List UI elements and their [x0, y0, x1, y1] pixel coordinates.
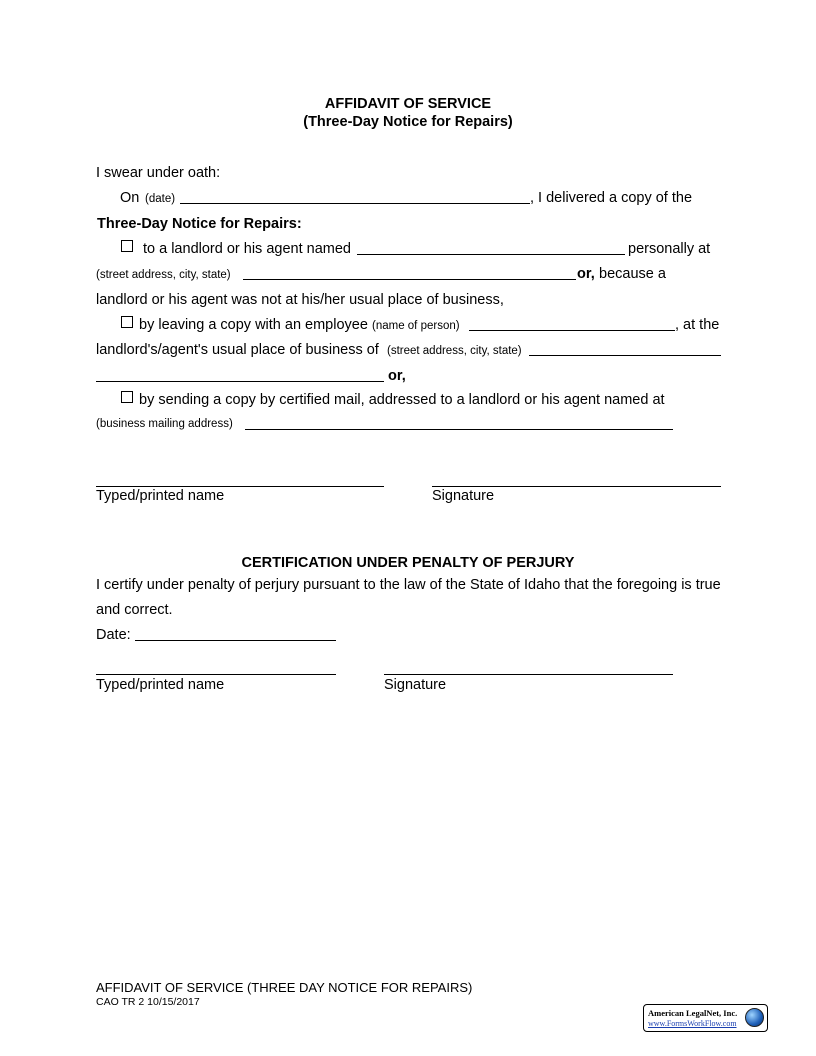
business-address-field-2[interactable] [96, 381, 384, 382]
mailing-address-field[interactable] [245, 429, 673, 430]
option-certified-mail-text: by sending a copy by certified mail, addressed to a landlord or his agent named at [139, 392, 665, 408]
mailing-address-hint: (business mailing address) [96, 418, 233, 430]
street-address-hint-2: (street address, city, state) [387, 345, 522, 357]
logo-company-name: American LegalNet, Inc. [648, 1008, 738, 1018]
document-title: AFFIDAVIT OF SERVICE [324, 96, 492, 112]
signature-label-2: Signature [384, 677, 447, 693]
business-address-field[interactable] [529, 355, 721, 356]
person-name-hint: (name of person) [372, 320, 460, 332]
notice-label: Three-Day Notice for Repairs: [97, 216, 302, 232]
personally-at-text: personally at [628, 241, 711, 257]
landlord-name-field[interactable] [357, 254, 625, 255]
certification-line-2: and correct. [96, 602, 173, 618]
printed-name-label-2: Typed/printed name [96, 677, 225, 693]
printed-name-label-1: Typed/printed name [96, 488, 225, 504]
option-certified-mail-checkbox[interactable] [121, 391, 133, 403]
street-address-field[interactable] [243, 279, 576, 280]
date-hint: (date) [145, 193, 176, 205]
certification-heading: CERTIFICATION UNDER PENALTY OF PERJURY [241, 555, 575, 571]
date-label: Date: [96, 627, 131, 643]
usual-place-text: landlord's/agent's usual place of business of [96, 342, 379, 358]
street-address-hint: (street address, city, state) [96, 269, 231, 281]
at-the-text: , at the [675, 317, 720, 333]
footer-form-title: AFFIDAVIT OF SERVICE (THREE DAY NOTICE FOR REPAIRS) [96, 980, 473, 995]
not-at-business-text: landlord or his agent was not at his/her usual place of business, [96, 292, 504, 308]
footer-form-code: CAO TR 2 10/15/2017 [96, 996, 200, 1008]
certification-date-field[interactable] [135, 640, 336, 641]
option-employee-text: by leaving a copy with an employee [139, 317, 368, 333]
logo-website-link[interactable]: www.FormsWorkFlow.com [648, 1019, 737, 1028]
on-label: On [120, 190, 140, 206]
option-landlord-checkbox[interactable] [121, 240, 133, 252]
document-subtitle: (Three-Day Notice for Repairs) [303, 114, 513, 130]
delivered-text: , I delivered a copy of the [530, 190, 693, 206]
or-label: or, [577, 266, 595, 282]
signature-line-1[interactable] [432, 486, 721, 487]
date-field[interactable] [180, 203, 530, 204]
publisher-logo[interactable] [643, 1004, 768, 1032]
globe-icon [745, 1008, 764, 1027]
certification-line-1: I certify under penalty of perjury pursuant to the law of the State of Idaho that the foregoing is true [96, 577, 721, 593]
signature-label-1: Signature [432, 488, 495, 504]
or-label-2: or, [388, 368, 406, 384]
option-employee-checkbox[interactable] [121, 316, 133, 328]
oath-statement: I swear under oath: [96, 165, 221, 181]
printed-name-line-2[interactable] [96, 674, 336, 675]
signature-line-2[interactable] [384, 674, 673, 675]
employee-name-field[interactable] [469, 330, 675, 331]
because-text: because a [599, 266, 666, 282]
option-landlord-text: to a landlord or his agent named [143, 241, 351, 257]
printed-name-line-1[interactable] [96, 486, 384, 487]
